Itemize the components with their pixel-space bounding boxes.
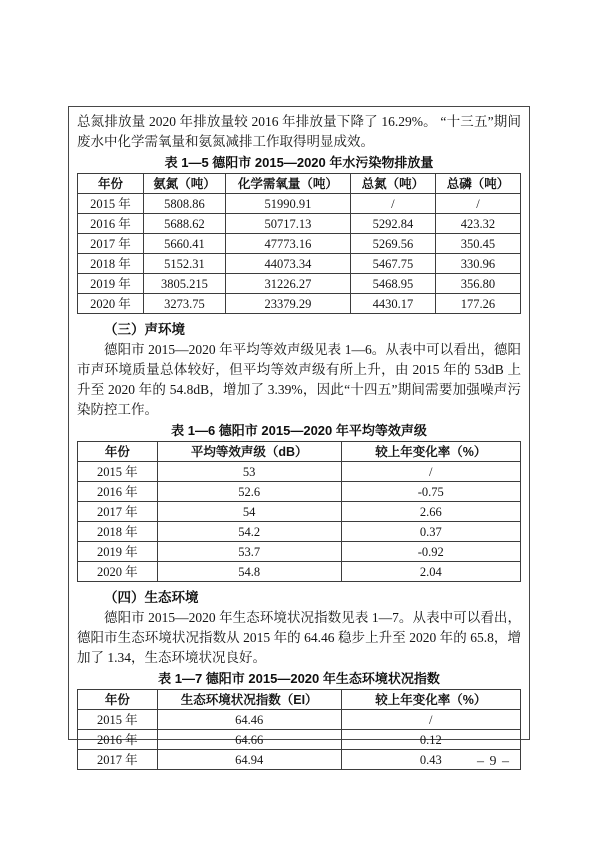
table-cell: 53 (157, 462, 341, 482)
table-cell: 5808.86 (144, 194, 226, 214)
table-cell: 2016 年 (78, 482, 158, 502)
table-cell: / (341, 462, 520, 482)
table-header-row (78, 442, 521, 462)
table-cell: 23379.29 (225, 294, 350, 314)
table-cell: 54.8 (157, 562, 341, 582)
table-cell: 5468.95 (350, 274, 435, 294)
table-cell: 0.43 (341, 750, 520, 770)
table-row (78, 710, 521, 730)
table-cell: 50717.13 (225, 214, 350, 234)
column-header: 年份 (78, 442, 158, 462)
table-cell: 2015 年 (78, 710, 158, 730)
table-row (78, 462, 521, 482)
table-cell: 3273.75 (144, 294, 226, 314)
table-row (78, 522, 521, 542)
table-cell: 51990.91 (225, 194, 350, 214)
column-header: 生态环境状况指数（EI） (157, 690, 341, 710)
table-cell: 2016 年 (78, 214, 144, 234)
table-ecological-index (77, 689, 521, 770)
table-cell: 2019 年 (78, 274, 144, 294)
table-cell: 356.80 (435, 274, 520, 294)
page-number: – 9 – (477, 754, 510, 769)
table-cell: 350.45 (435, 234, 520, 254)
table-row (78, 502, 521, 522)
table-cell: 64.46 (157, 710, 341, 730)
table-cell: 64.66 (157, 730, 341, 750)
column-header: 氨氮（吨） (144, 174, 226, 194)
table-row (78, 294, 521, 314)
table-cell: 5660.41 (144, 234, 226, 254)
table-cell: 64.94 (157, 750, 341, 770)
intro-paragraph: 总氮排放量 2020 年排放量较 2016 年排放量下降了 16.29%。 “十三五”期间废水中化学需氧量和氨氮减排工作取得明显成效。 (77, 114, 521, 149)
table-cell: 2019 年 (78, 542, 158, 562)
table-cell: 5467.75 (350, 254, 435, 274)
section-heading-ecological-environment: （四）生态环境 (104, 590, 199, 605)
column-header: 总氮（吨） (350, 174, 435, 194)
table-cell: 423.32 (435, 214, 520, 234)
table-cell: 2016 年 (78, 730, 158, 750)
column-header: 化学需氧量（吨） (225, 174, 350, 194)
table-cell: 2.66 (341, 502, 520, 522)
table-average-equivalent-sound-level (77, 441, 521, 582)
table-cell: 2015 年 (78, 194, 144, 214)
table-eco-caption: 表 1—7 德阳市 2015—2020 年生态环境状况指数 (158, 671, 440, 686)
table-cell: 2015 年 (78, 462, 158, 482)
table-cell: 5688.62 (144, 214, 226, 234)
table-header-row (78, 690, 521, 710)
table-water-pollutant-emissions (77, 173, 521, 314)
table-row (78, 254, 521, 274)
table-cell: 330.96 (435, 254, 520, 274)
table-cell: 2020 年 (78, 562, 158, 582)
table-cell: 0.37 (341, 522, 520, 542)
table-cell: 2017 年 (78, 750, 158, 770)
table-cell: 47773.16 (225, 234, 350, 254)
column-header: 年份 (78, 174, 144, 194)
table-cell: / (341, 710, 520, 730)
ecological-environment-paragraph: 德阳市 2015—2020 年生态环境状况指数见表 1—7。从表中可以看出，德阳市生态环境状况指数从 2015 年的 64.46 稳步上升至 2020 年的 65.8，增加了 1.34，生态环境状况良好。 (77, 610, 521, 665)
table-cell: 53.7 (157, 542, 341, 562)
table-cell: 54.2 (157, 522, 341, 542)
table-row (78, 214, 521, 234)
table-cell: / (435, 194, 520, 214)
table-cell: / (350, 194, 435, 214)
table-cell: 4430.17 (350, 294, 435, 314)
column-header: 较上年变化率（%） (341, 690, 520, 710)
table-cell: 2020 年 (78, 294, 144, 314)
table-cell: -0.92 (341, 542, 520, 562)
table-row (78, 234, 521, 254)
table-cell: 2017 年 (78, 234, 144, 254)
table-cell: 2018 年 (78, 522, 158, 542)
table-row (78, 274, 521, 294)
table-noise-caption: 表 1—6 德阳市 2015—2020 年平均等效声级 (171, 423, 427, 438)
table-cell: 3805.215 (144, 274, 226, 294)
table-cell: 31226.27 (225, 274, 350, 294)
table-cell: 177.26 (435, 294, 520, 314)
table-row (78, 730, 521, 750)
column-header: 总磷（吨） (435, 174, 520, 194)
table-row (78, 194, 521, 214)
section-heading-sound-environment: （三）声环境 (104, 322, 185, 337)
table-row (78, 542, 521, 562)
sound-environment-paragraph: 德阳市 2015—2020 年平均等效声级见表 1—6。从表中可以看出，德阳市声环境质量总体较好，但平均等效声级有所上升，由 2015 年的 53dB 上升至 2020 年的 54.8dB，增加了 3.39%，因此“十四五”期间需要加强噪声污染防控工作。 (77, 342, 521, 417)
table-water-caption: 表 1—5 德阳市 2015—2020 年水污染物排放量 (164, 155, 434, 170)
column-header: 较上年变化率（%） (341, 442, 520, 462)
table-cell: 44073.34 (225, 254, 350, 274)
table-cell: 2017 年 (78, 502, 158, 522)
table-cell: 5292.84 (350, 214, 435, 234)
table-row (78, 750, 521, 770)
table-cell: 54 (157, 502, 341, 522)
table-cell: 2018 年 (78, 254, 144, 274)
column-header: 年份 (78, 690, 158, 710)
table-header-row (78, 174, 521, 194)
table-cell: 52.6 (157, 482, 341, 502)
table-cell: 0.12 (341, 730, 520, 750)
table-row (78, 482, 521, 502)
table-cell: 5269.56 (350, 234, 435, 254)
content-border-box (68, 106, 530, 767)
table-cell: 2.04 (341, 562, 520, 582)
column-header: 平均等效声级（dB） (157, 442, 341, 462)
table-cell: -0.75 (341, 482, 520, 502)
table-row (78, 562, 521, 582)
table-cell: 5152.31 (144, 254, 226, 274)
